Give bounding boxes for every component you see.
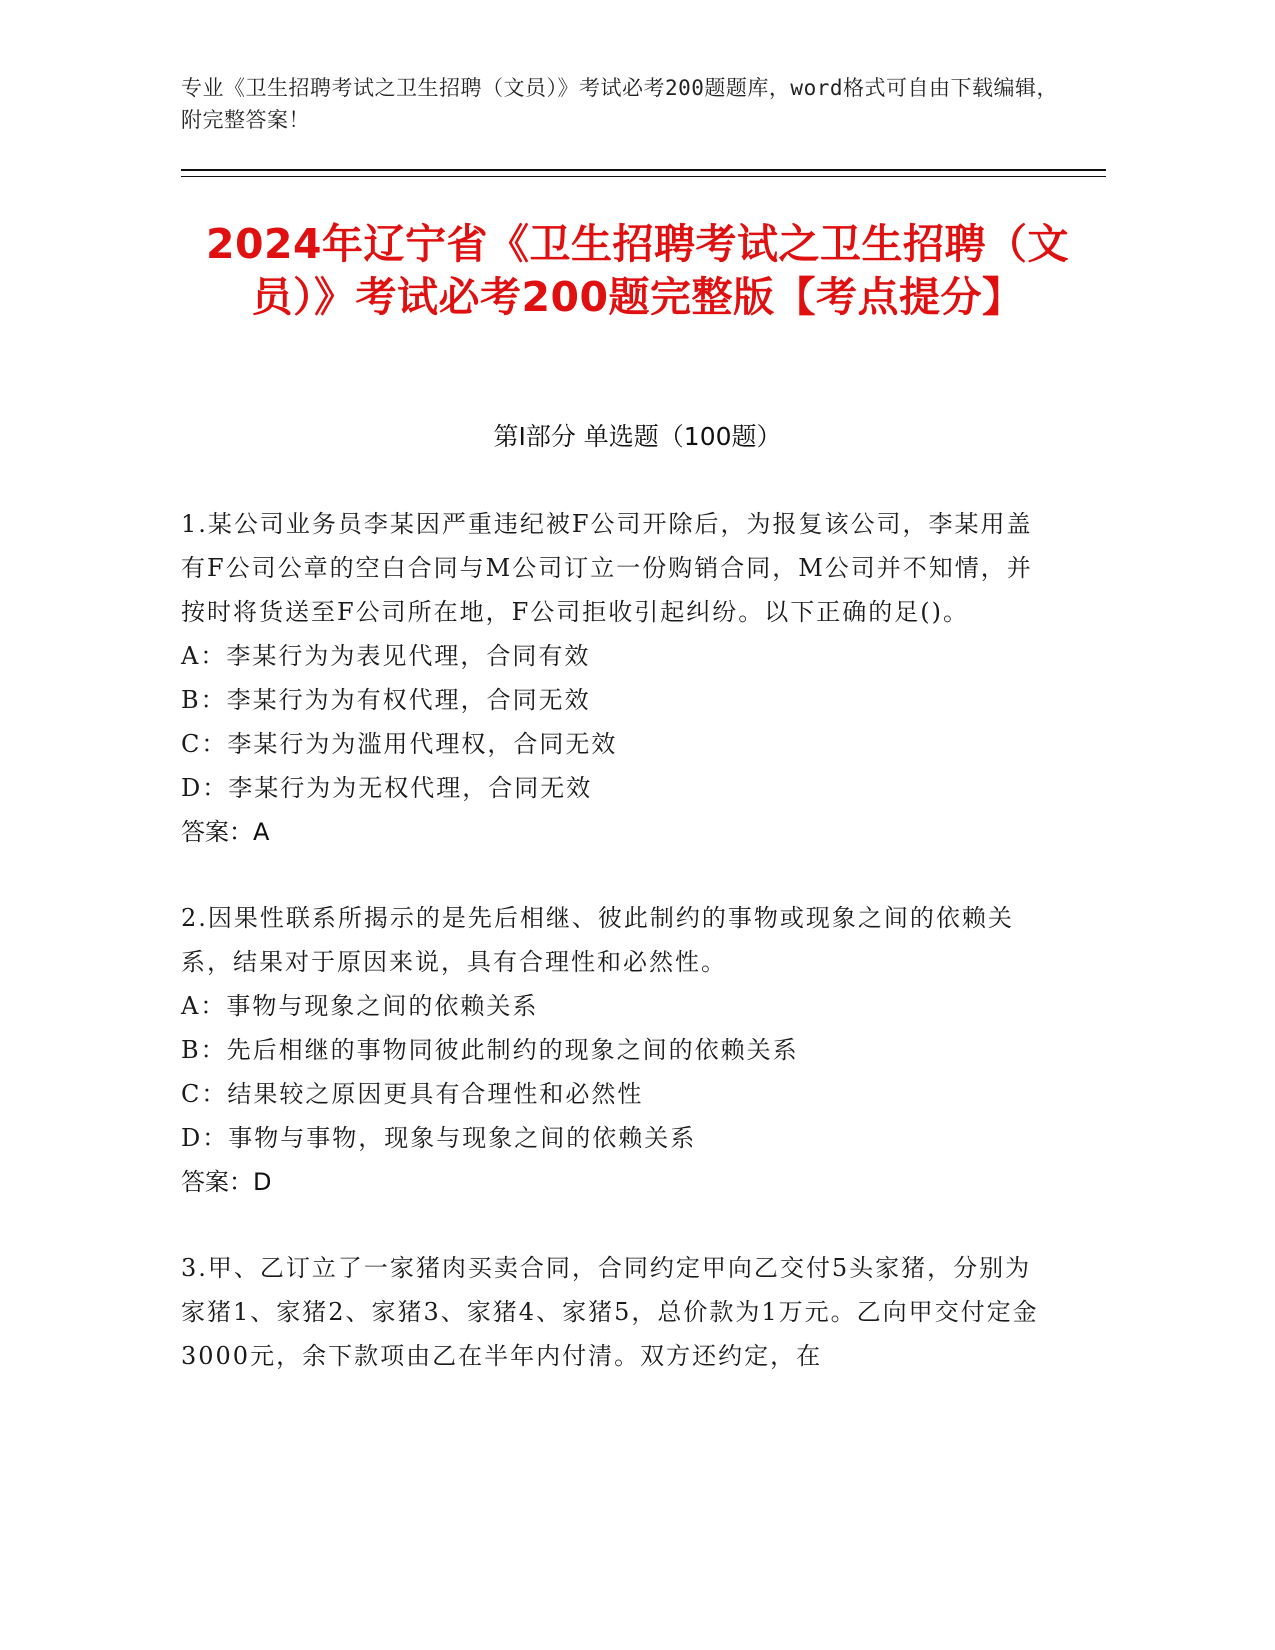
question-list bbox=[181, 502, 1041, 1420]
option-b: B：先后相继的事物同彼此制约的现象之间的依赖关系 bbox=[181, 1036, 799, 1064]
option-a: A：事物与现象之间的依赖关系 bbox=[181, 992, 539, 1020]
answer-text: 答案：D bbox=[181, 1168, 272, 1196]
question-text: 1.某公司业务员李某因严重违纪被F公司开除后，为报复该公司，李某用盖有F公司公章的空白合同与M公司订立一份购销合同，M公司并不知情，并按时将货送至F公司所在地，F公司拒收引起纠纷。以下正确的足()。 bbox=[181, 510, 1033, 626]
answer-text: 答案：A bbox=[181, 818, 270, 846]
option-b: B：李某行为为有权代理，合同无效 bbox=[181, 686, 591, 714]
question-2 bbox=[181, 896, 1041, 1204]
header-rule-thin bbox=[181, 176, 1106, 177]
header-rule-thick bbox=[181, 169, 1106, 171]
question-3 bbox=[181, 1246, 1041, 1378]
option-d: D：事物与事物，现象与现象之间的依赖关系 bbox=[181, 1124, 697, 1152]
option-a: A：李某行为为表见代理，合同有效 bbox=[181, 642, 591, 670]
header-note: 专业《卫生招聘考试之卫生招聘（文员）》考试必考200题题库，word格式可自由下载编辑，附完整答案！ bbox=[181, 76, 1058, 132]
option-d: D：李某行为为无权代理，合同无效 bbox=[181, 774, 593, 802]
question-1 bbox=[181, 502, 1041, 854]
option-c: C：李某行为为滥用代理权，合同无效 bbox=[181, 730, 618, 758]
option-c: C：结果较之原因更具有合理性和必然性 bbox=[181, 1080, 644, 1108]
document-title: 2024年辽宁省《卫生招聘考试之卫生招聘（文员）》考试必考200题完整版【考点提分】 bbox=[205, 220, 1070, 321]
section-title: 第I部分 单选题（100题） bbox=[493, 422, 782, 451]
question-text: 2.因果性联系所揭示的是先后相继、彼此制约的事物或现象之间的依赖关系，结果对于原因来说，具有合理性和必然性。 bbox=[181, 904, 1014, 976]
question-text: 3.甲、乙订立了一家猪肉买卖合同，合同约定甲向乙交付5头家猪，分别为家猪1、家猪2、家猪3、家猪4、家猪5，总价款为1万元。乙向甲交付定金3000元，余下款项由乙在半年内付清。双方还约定，在 bbox=[181, 1254, 1039, 1370]
